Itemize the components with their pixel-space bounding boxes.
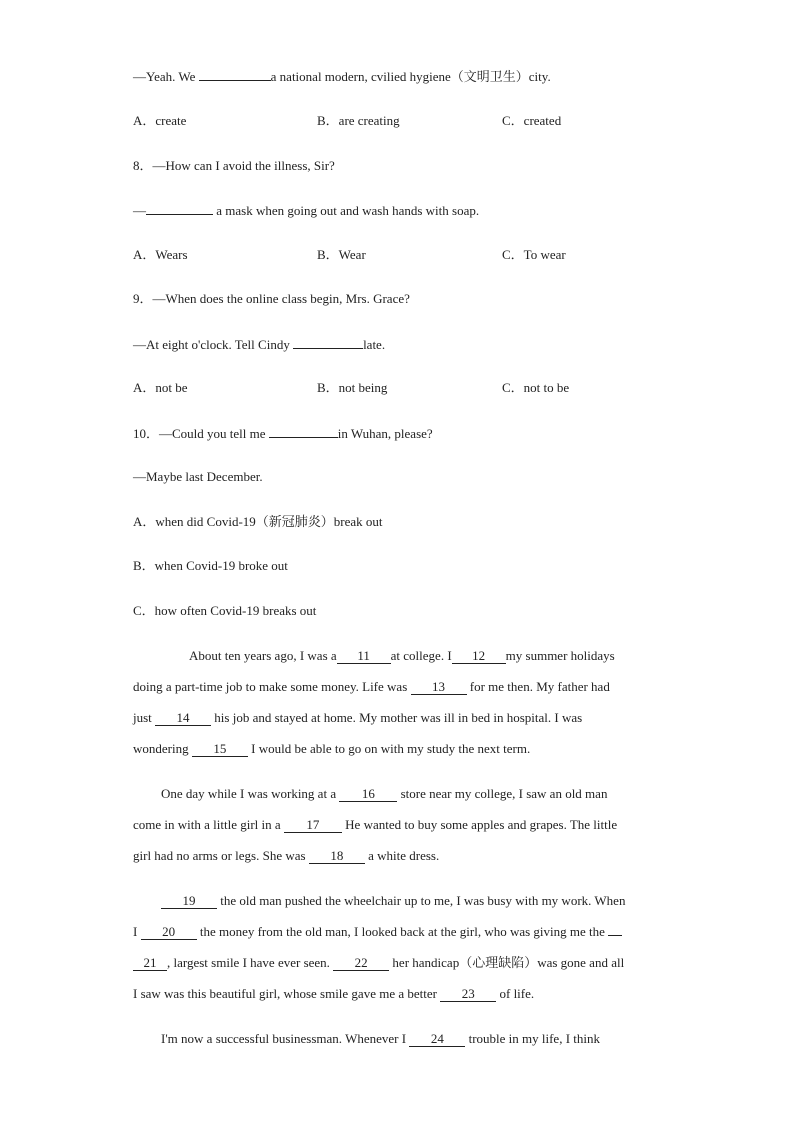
- cloze-blank-start[interactable]: [608, 935, 622, 936]
- cloze-blank[interactable]: 15: [192, 742, 248, 757]
- cloze-paragraph-3: 19 the old man pushed the wheelchair up to me, I was busy with my work. When I 20 the money from the old man, I looked back at the girl, who was giving me the 21 , largest smile I have ever seen. 22 her handicap（心理缺陷）was gone and all I saw was this beautiful girl, whose smile gave me a better 23 of life.: [133, 893, 626, 1001]
- q7-option-c[interactable]: C．created: [502, 113, 562, 128]
- q7-answer: —Yeah. We a national modern, cvilied hygiene（文明卫生）city.: [133, 69, 551, 84]
- cloze-blank[interactable]: 14: [155, 711, 211, 726]
- answer-blank[interactable]: [269, 425, 338, 438]
- q9-option-b[interactable]: B．not being: [317, 380, 388, 395]
- q7-option-b[interactable]: B．are creating: [317, 113, 400, 128]
- q8-answer: — a mask when going out and wash hands with soap.: [133, 203, 480, 218]
- cloze-blank[interactable]: 17: [284, 818, 342, 833]
- q8-question: 8．—How can I avoid the illness, Sir?: [133, 158, 335, 173]
- cloze-blank[interactable]: 20: [141, 925, 197, 940]
- answer-blank[interactable]: [293, 336, 363, 349]
- cloze-paragraph-4: I'm now a successful businessman. Whenever I 24 trouble in my life, I think: [161, 1031, 600, 1046]
- cloze-paragraph-2: One day while I was working at a 16 store near my college, I saw an old man come in with a little girl in a 17 He wanted to buy some apples and grapes. The little girl had no arms or legs. She was 18 a white dress.: [133, 786, 618, 863]
- q8-option-b[interactable]: B．Wear: [317, 247, 366, 262]
- q10-answer: —Maybe last December.: [133, 469, 263, 484]
- cloze-blank[interactable]: 21: [133, 956, 167, 971]
- answer-blank[interactable]: [146, 202, 213, 215]
- q7-option-a[interactable]: A．create: [133, 113, 187, 128]
- q9-option-a[interactable]: A．not be: [133, 380, 188, 395]
- q9-question: 9．—When does the online class begin, Mrs. Grace?: [133, 291, 410, 306]
- q10-option-b[interactable]: B．when Covid-19 broke out: [133, 558, 288, 573]
- cloze-blank[interactable]: 11: [337, 649, 391, 664]
- q8-option-c[interactable]: C．To wear: [502, 247, 566, 262]
- q9-option-c[interactable]: C．not to be: [502, 380, 570, 395]
- cloze-blank[interactable]: 24: [409, 1032, 465, 1047]
- cloze-blank[interactable]: 23: [440, 987, 496, 1002]
- q9-answer: —At eight o'clock. Tell Cindy late.: [133, 337, 386, 352]
- answer-blank[interactable]: [199, 68, 271, 81]
- cloze-blank[interactable]: 12: [452, 649, 506, 664]
- q10-question: 10．—Could you tell me in Wuhan, please?: [133, 426, 433, 441]
- cloze-paragraph-1: About ten years ago, I was a 11 at college. I 12 my summer holidays doing a part-time job to make some money. Life was 13 for me then. My father had just 14 his job and stayed at home. My mother was ill in bed in hospital. I was wondering 15 I would be able to go on with my study the next term.: [133, 648, 615, 756]
- cloze-blank[interactable]: 19: [161, 894, 217, 909]
- cloze-blank[interactable]: 16: [339, 787, 397, 802]
- q10-option-c[interactable]: C．how often Covid-19 breaks out: [133, 603, 317, 618]
- cloze-blank[interactable]: 18: [309, 849, 365, 864]
- cloze-blank[interactable]: 22: [333, 956, 389, 971]
- cloze-blank[interactable]: 13: [411, 680, 467, 695]
- q10-option-a[interactable]: A．when did Covid-19（新冠肺炎）break out: [133, 514, 383, 529]
- q8-option-a[interactable]: A．Wears: [133, 247, 188, 262]
